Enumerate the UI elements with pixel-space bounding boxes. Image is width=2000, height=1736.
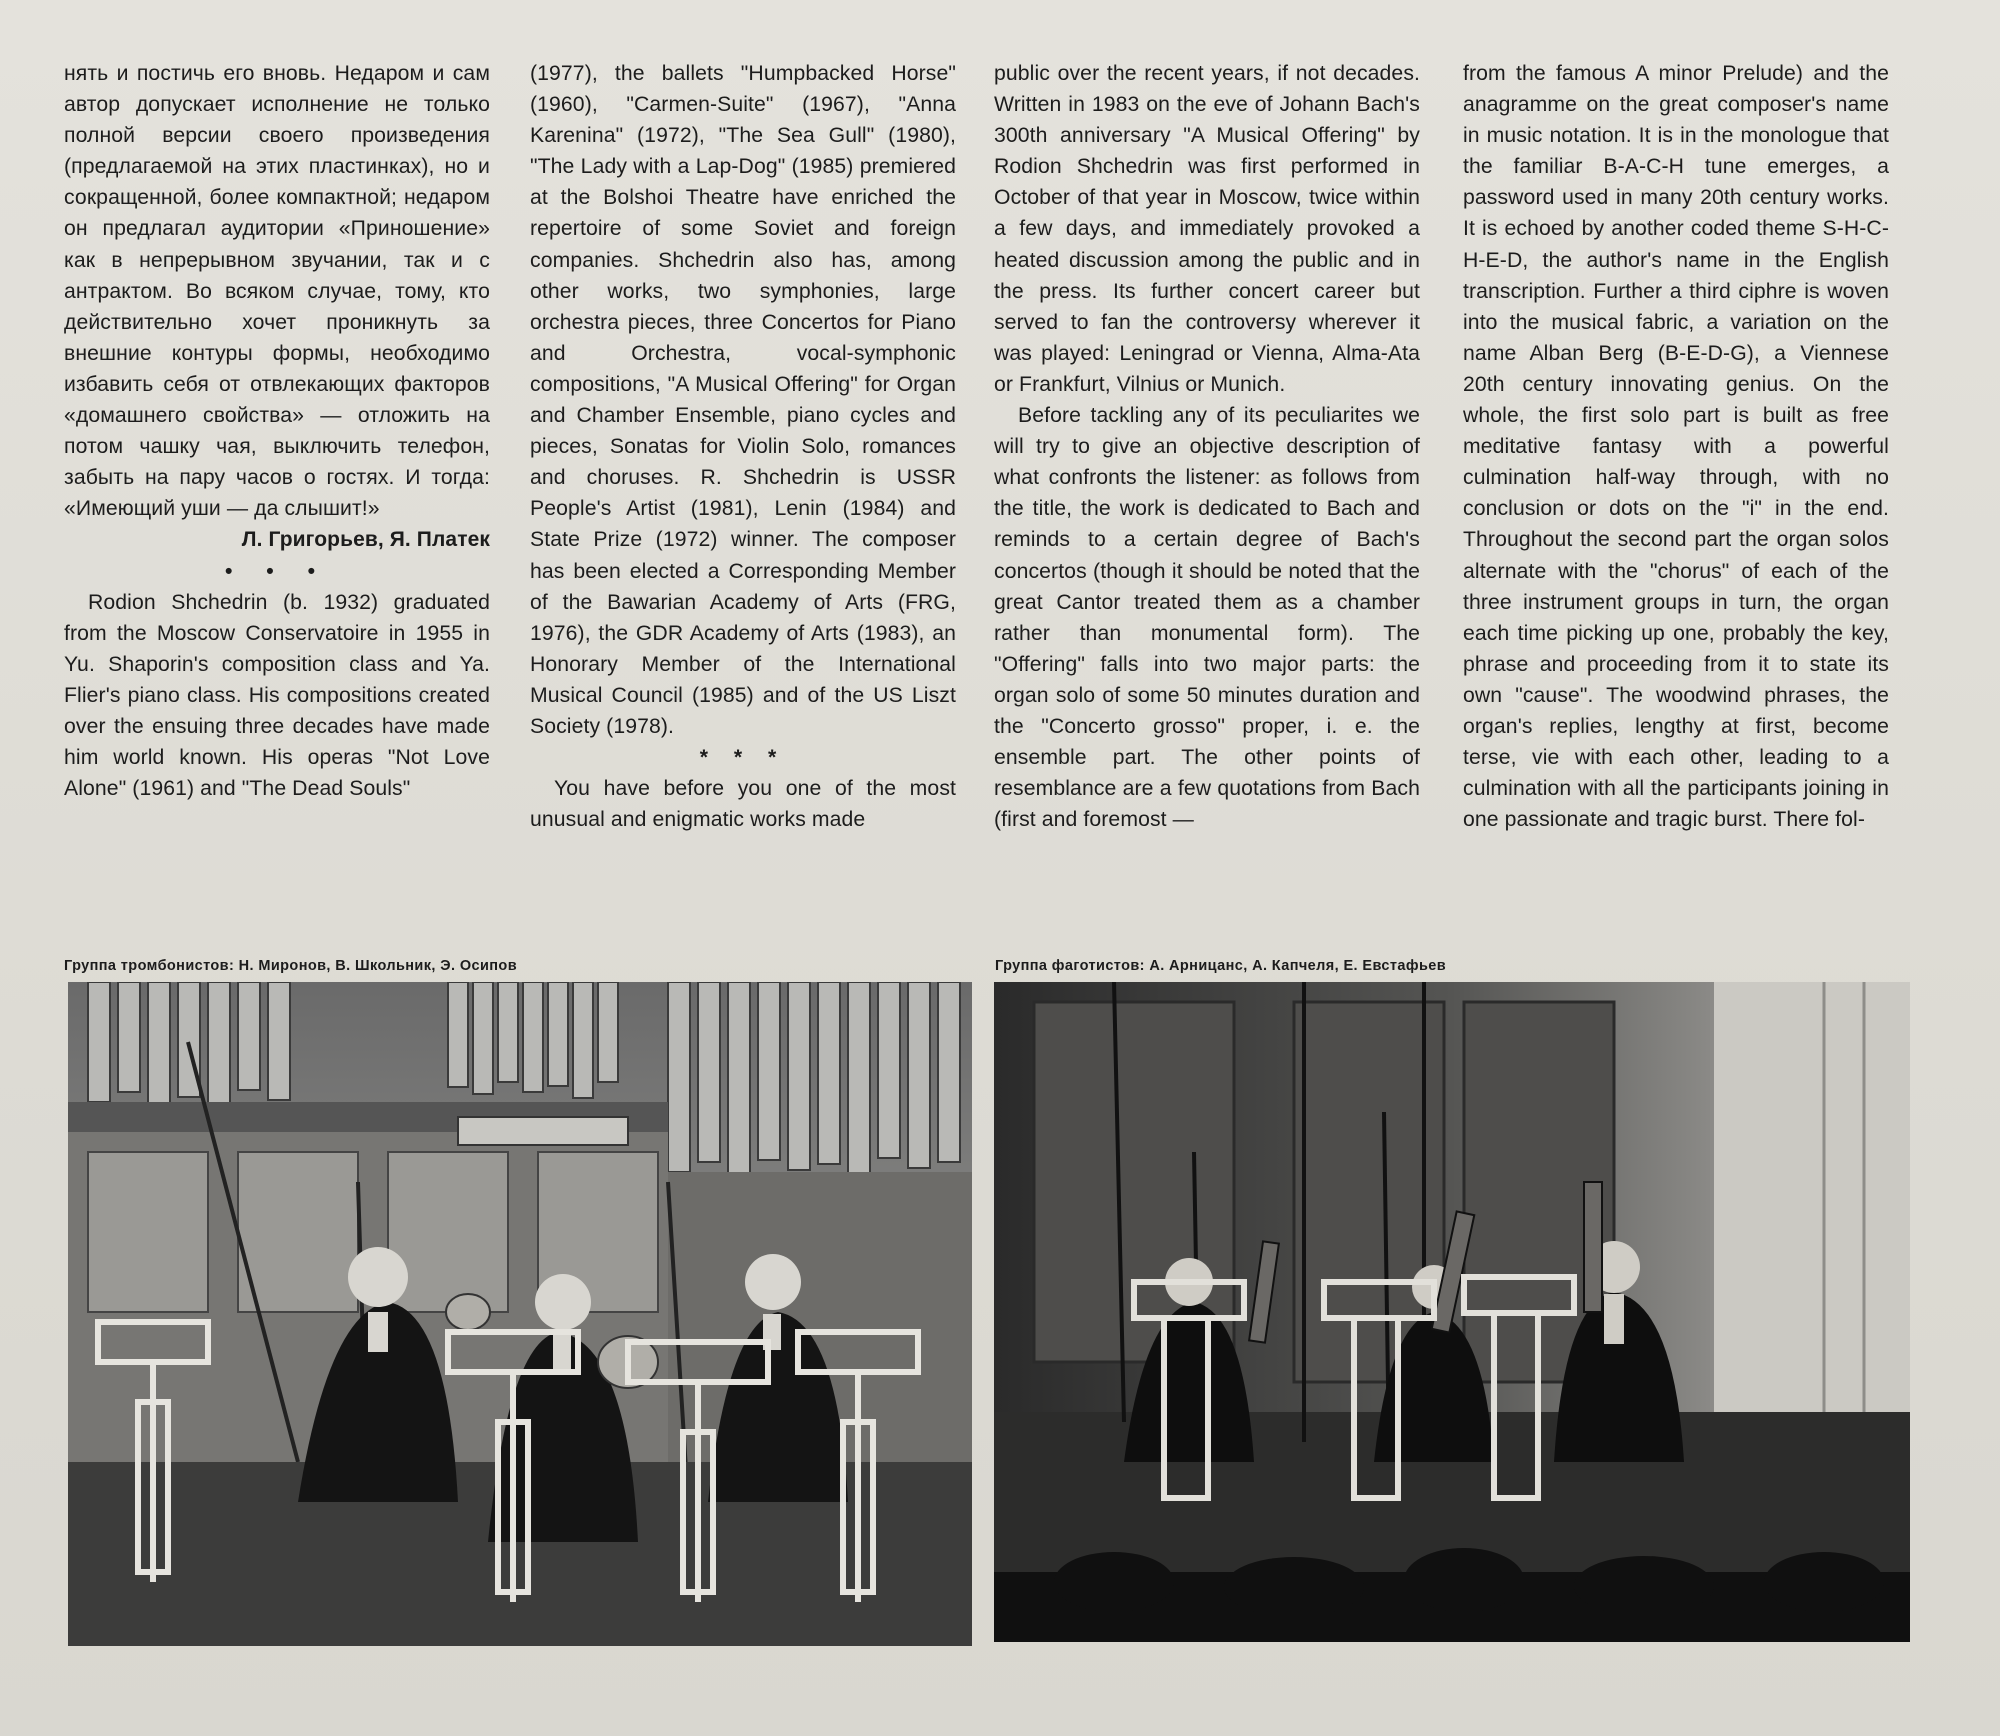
english-paragraph-description: Before tackling any of its peculiarites we will try to give an objective description of what confronts the listener: as follows from the title, the work is dedicated to Bach and reminds to a certain degree of Bach's concertos (though it should be noted that the great Cantor treated them as a chamber rather than monumental form). The "Offering" falls into two major parts: the organ solo of some 50 minutes duration and the "Concerto grosso" proper, i. e. the ensemble part. The other points of resemblance are a few quotations from Bach (first and foremost —	[994, 404, 1420, 832]
authors-signature: Л. Григорьев, Я. Платек	[241, 528, 490, 552]
russian-paragraph: нять и постичь его вновь. Недаром и сам автор допускает исполнение не только полной версии своего произведения (предлагаемой на этих пластинках), но и сокращенной, более компактной; недаром он предлагал аудитории «Приношение» как в непрерывном звучании, так и с антрактом. Во всяком случае, тому, кто действительно хочет проникнуть за внешние контуры формы, необходимо избавить себя от отвлекающих факторов «домашнего свойства» — отложить на потом чашку чая, выключить телефон, забыть на пару часов о гостях. И тогда: «Имеющий уши — да слышит!»	[64, 62, 490, 521]
photo-caption-bassoons: Группа фаготистов: А. Арницанс, А. Капчеля, Е. Евстафьев	[995, 958, 1447, 974]
text-column-1	[64, 58, 490, 804]
english-paragraph-intro: Rodion Shchedrin (b. 1932) graduated from the Moscow Conservatoire in 1955 in Yu. Shaporin's composition class and Ya. Flier's piano class. His compositions created over the ensuing three decades have made him world known. His operas "Not Love Alone" (1961) and "The Dead Souls"	[64, 590, 490, 801]
english-paragraph-biography: (1977), the ballets "Humpbacked Horse" (1960), "Carmen-Suite" (1967), "Anna Karenina" (1972), "The Sea Gull" (1980), "The Lady with a Lap-Dog" (1985) premiered at the Bolshoi Theatre have enriched the repertoire of some Soviet and foreign companies. Shchedrin also has, among other works, two symphonies, large orchestra pieces, three Concertos for Piano and Orchestra, vocal-symphonic compositions, "A Musical Offering" for Organ and Chamber Ensemble, piano cycles and pieces, Sonatas for Violin Solo, romances and choruses. R. Shchedrin is USSR People's Artist (1981), Lenin (1984) and State Prize (1972) winner. The composer has been elected a Corresponding Member of the Bawarian Academy of Arts (FRG, 1976), the GDR Academy of Arts (1983), an Honorary Member of the International Musical Council (1985) and of the US Liszt Society (1978).	[530, 62, 956, 738]
photo-bassoonists	[994, 982, 1910, 1642]
photo-trombonists-image	[68, 982, 972, 1646]
text-column-3	[994, 58, 1420, 835]
section-separator: • • •	[224, 559, 330, 583]
text-column-4	[1463, 58, 1889, 835]
english-paragraph-work-intro: You have before you one of the most unusual and enigmatic works made	[530, 777, 956, 832]
text-column-2	[530, 58, 956, 835]
section-separator: * * *	[699, 746, 787, 770]
photo-bassoonists-image	[994, 982, 1910, 1642]
photo-caption-trombones: Группа тромбонистов: Н. Миронов, В. Школьник, Э. Осипов	[64, 958, 518, 974]
english-paragraph-premiere: public over the recent years, if not decades. Written in 1983 on the eve of Johann Bach's 300th anniversary "A Musical Offering" by Rodion Shchedrin was first performed in October of that year in Moscow, twice within a few days, and immediately provoked a heated discussion among the public and in the press. Its further concert career but served to fan the controversy wherever it was played: Leningrad or Vienna, Alma-Ata or Frankfurt, Vilnius or Munich.	[994, 62, 1420, 396]
photo-trombonists	[68, 982, 972, 1646]
english-paragraph-anagram: from the famous A minor Prelude) and the anagramme on the great composer's name in music notation. It is in the monologue that the familiar B-A-C-H tune emerges, a password used in many 20th century works. It is echoed by another coded theme S-H-C-H-E-D, the author's name in the English transcription. Further a third ciphre is woven into the musical fabric, a variation on the name Alban Berg (B-E-D-G), a Viennese 20th century innovating genius. On the whole, the first solo part is built as free meditative fantasy with a powerful culmination half-way through, with no conclusion or dots on the "i" in the end. Throughout the second part the organ solos alternate with the "chorus" of each of the three instrument groups in turn, the organ each time picking up one, probably the key, phrase and proceeding from it to state its own "cause". The woodwind phrases, the organ's replies, lengthy at first, become terse, vie with each other, leading to a culmination with all the participants joining in one passionate and tragic burst. There fol-	[1463, 62, 1889, 832]
